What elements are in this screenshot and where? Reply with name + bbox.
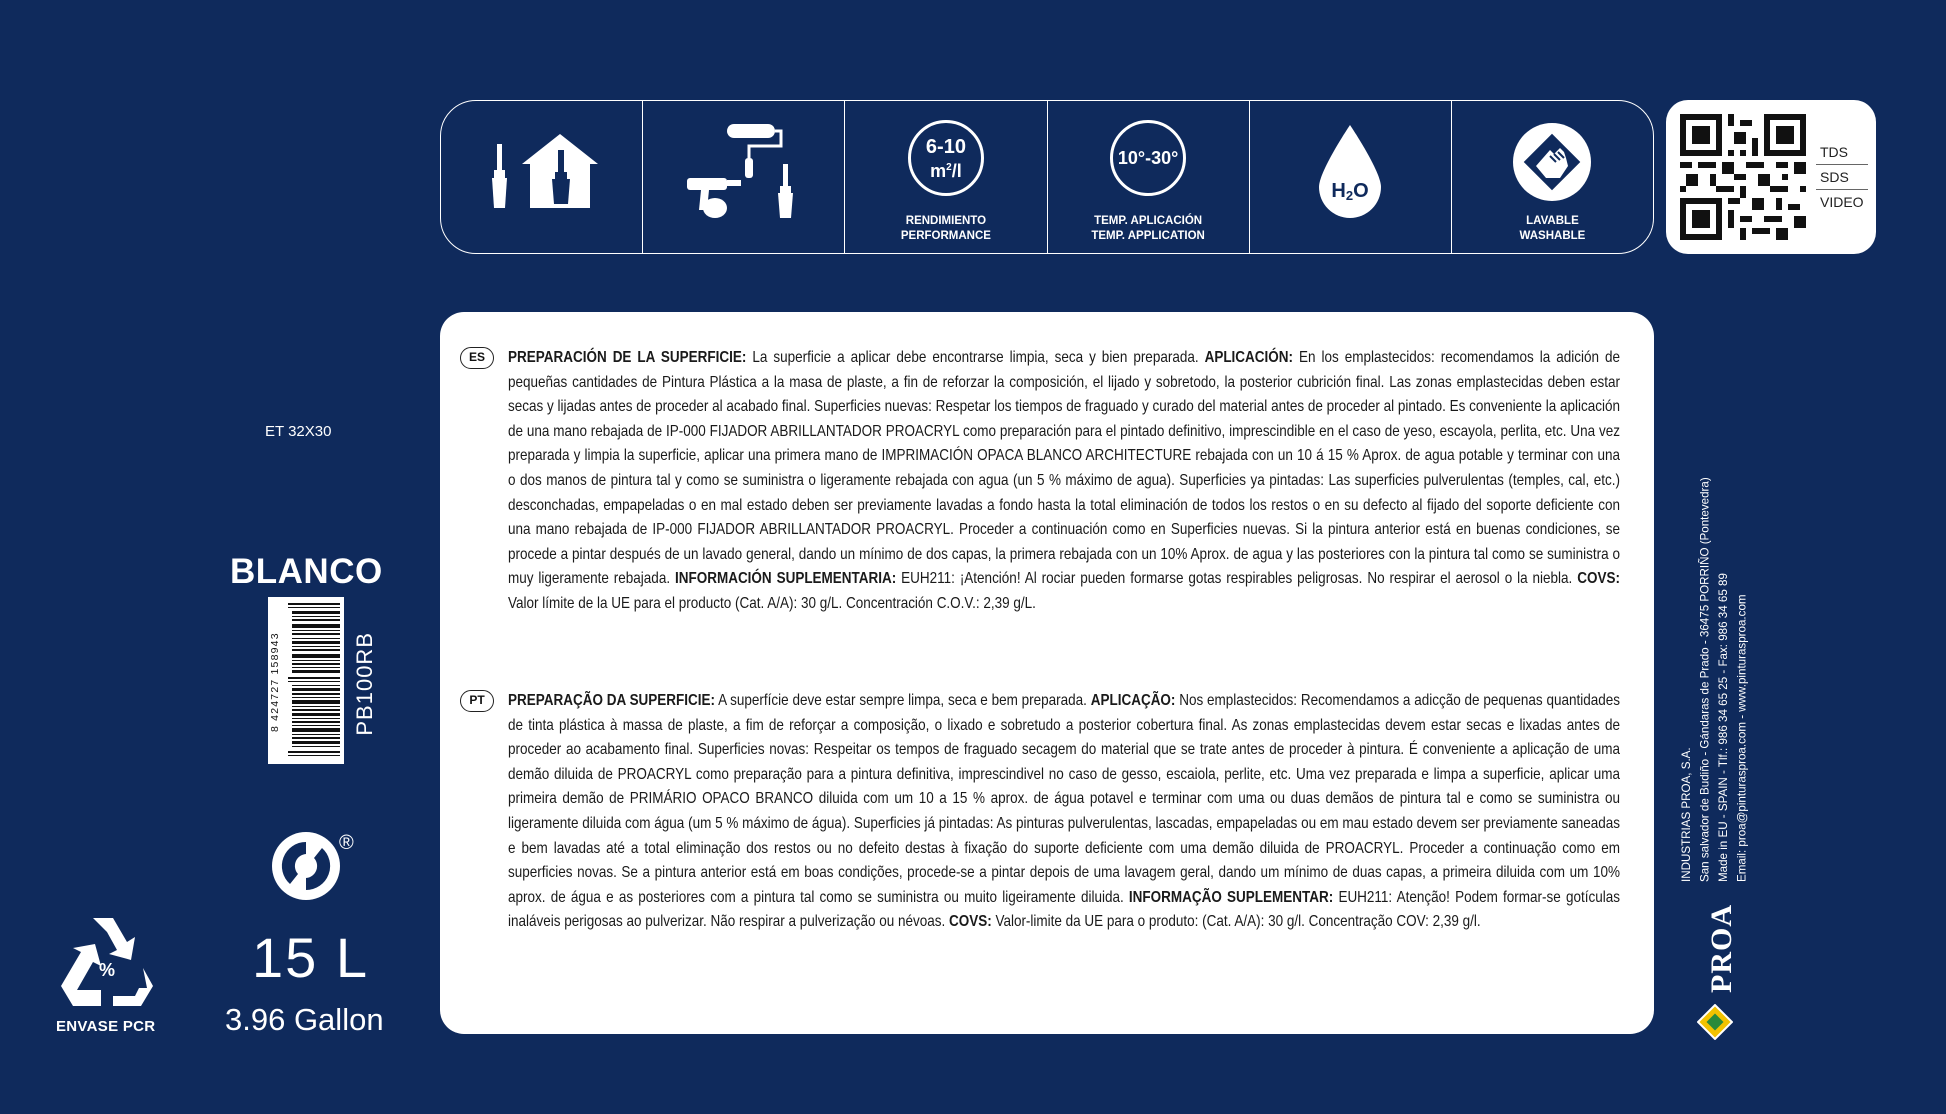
icon-cell-coverage bbox=[845, 101, 1047, 253]
washable-icon bbox=[1510, 120, 1594, 204]
label-size: ET 32X30 bbox=[265, 423, 332, 440]
water-based-icon bbox=[1315, 121, 1385, 219]
product-code: PB100RB bbox=[352, 632, 377, 736]
lang-badge-es: ES bbox=[460, 347, 494, 369]
svg-text:H2O: H2O bbox=[1331, 180, 1369, 203]
instructions-panel bbox=[440, 312, 1654, 1034]
application-tools-icon bbox=[679, 120, 809, 220]
recycle-icon bbox=[53, 910, 161, 1010]
instructions-pt: PREPARAÇÃO DA SUPERFICIE: A superfície deve estar sempre limpa, seca e bem preparada. APLICAÇÃO: Nos emplastecidos: Recomendamos a adicção de pequenas quantidades de tinta plástica à massa de plaste, a fim de reforçar a composição, o lixado e sobretudo a posterior cobertura final. As zonas emplastecidas devem estar secas e lixadas antes de proceder ao acabamento final. Superficies novas: Respeitar os tempos de fraguado secagem do material que se trate antes de proceder à pintura. É conveniente a aplicação de uma demão diluida de PROACRYL como preparação para a pintura definitiva, imprescindivel no caso de gesso, escaiola, perlite, etc. Uma vez preparada e limpa a superficie, aplicar uma primeira demão de PRIMÁRIO OPACO BRANCO diluida com um 10 a 15 % aprox. de água potavel e terminar com uma ou duas demãos de pintura tal e como se suministra ou ligeramente diluida com água (um 5 % máximo de água). Superficies já pintadas: As pinturas pulverulentas, lascadas, empapeladas ou em mau estado devem ser previamente saneadas e bem lavadas até a total eliminação dos restos ou no defeito destas à fixação do suporte deficiente com uma demão diluida de PROACRYL. Proceder a continuação como em superficies novas. Se a pintura anterior está em boas condições, procede-se a pintar depois de uma lavagem geral, dando um mínimo de duas capas, a primeira diluida com um 10% aprox. de água e as posteriores com a pintura tal como se suministra ou muito ligeiramente diluida. INFORMAÇÃO SUPLEMENTAR: EUH211: Atenção! Podem formar-se gotículas inaláveis perigosas ao pulverizar. Não respirar a pulverização ou névoas. COVS: Valor-limite da UE para o produto: (Cat. A/A): 30 g/l. Concentração COV: 2,39 g/l. bbox=[508, 692, 1620, 931]
temperature-caption: TEMP. APLICACIÓN TEMP. APPLICATION bbox=[1091, 215, 1205, 242]
qr-box bbox=[1666, 100, 1876, 254]
barcode bbox=[268, 597, 344, 764]
washable-caption: LAVABLE WASHABLE bbox=[1519, 215, 1586, 242]
coverage-icon: 6-10 $m^2/l$ bbox=[908, 120, 984, 196]
qr-link-sds[interactable]: SDS bbox=[1816, 165, 1868, 190]
company-info bbox=[1678, 410, 1766, 882]
ean-number: 8 424727 158943 bbox=[269, 632, 281, 732]
qr-link-tds[interactable]: TDS bbox=[1816, 140, 1868, 165]
qr-code-icon[interactable] bbox=[1680, 114, 1806, 240]
qr-link-list bbox=[1816, 140, 1868, 214]
color-name: BLANCO bbox=[230, 552, 383, 591]
green-dot-icon bbox=[270, 830, 342, 902]
icon-cell-application-tools bbox=[643, 101, 845, 253]
volume: 15 L bbox=[252, 926, 369, 989]
company-address: San salvador de Budiño - Gándaras de Prado - 36475 PORRIÑO (Pontevedra) bbox=[1698, 477, 1712, 882]
icon-cell-temperature bbox=[1048, 101, 1250, 253]
lang-badge-pt: PT bbox=[460, 690, 494, 712]
interior-exterior-icon bbox=[482, 124, 602, 216]
packaging-label: ENVASE PCR bbox=[56, 1018, 156, 1035]
qr-link-video[interactable]: VIDEO bbox=[1820, 194, 1864, 210]
company-web: Email: proa@pinturasproa.com - www.pinturasproa.com bbox=[1735, 594, 1749, 882]
company-phone: Made in EU - SPAIN - Tlf.: 986 34 65 25 - Fax: 986 34 65 89 bbox=[1717, 573, 1730, 882]
proa-diamond-icon bbox=[1697, 1004, 1733, 1040]
recycle-percent: % bbox=[98, 960, 116, 980]
temperature-icon: 10°-30° bbox=[1110, 120, 1186, 196]
volume-gallon: 3.96 Gallon bbox=[225, 1002, 384, 1037]
coverage-caption: RENDIMIENTO PERFORMANCE bbox=[900, 215, 991, 242]
proa-logo: PROA bbox=[1705, 904, 1738, 993]
icon-cell-washable bbox=[1452, 101, 1653, 253]
barcode-bars-icon bbox=[288, 603, 340, 759]
icon-strip bbox=[440, 100, 1654, 254]
instructions-es: PREPARACIÓN DE LA SUPERFICIE: La superficie a aplicar debe encontrarse limpia, seca y bien preparada. APLICACIÓN: En los emplastecidos: recomendamos la adición de pequeñas cantidades de Pintura Plástica a la masa de plaste, a fin de reforzar la composición, el lijado y sobretodo, la posterior cubrición final. Las zonas emplastecidas deben estar secas y lijadas antes de proceder al acabado final. Superficies nuevas: Respetar los tiempos de fraguado y curado del material antes de proceder al pintado. Es conveniente la aplicación de una mano rebajada de IP-000 FIJADOR ABRILLANTADOR PROACRYL como preparación para el pintado definitivo, imprescindible en el caso de yeso, escayola, perlita, etc. Una vez preparada y limpia la superficie, aplicar una primera mano de IMPRIMACIÓN OPACA BLANCO ARCHITECTURE rebajada con un 10 á 15 % Aprox. de agua potable y terminar con una o dos manos de pintura tal y como se suministra o ligeramente rebajada con agua (un 5 % máximo de agua). Superficies ya pintadas: Las superficies pulverulentas (temples, cal, etc.) desconchadas, empapeladas o en mal estado deben ser previamente lavadas a fondo hasta la total eliminación de todos los restos o en su defecto al fijado del soporte deficiente con una mano rebajada de IP-000 FIJADOR ABRILLANTADOR PROACRYL. Proceder a continuación como en Superficies nuevas. Si la pintura anterior está en buenas condiciones, se procede a pintar después de un lavado general, dando un mínimo de dos capas, la primera rebajada con un 10% Aprox. de agua y las posteriores con la pintura tal como se suministra o muy ligeramente rebajada. INFORMACIÓN SUPLEMENTARIA: EUH211: ¡Atención! Al rociar pueden formarse gotas respirables peligrosas. No respirar el aerosol o la niebla. COVS: Valor límite de la UE para el producto (Cat. A/A): 30 g/L. Concentración C.O.V.: 2,39 g/L. bbox=[508, 349, 1620, 612]
company-name: INDUSTRIAS PROA, S.A. bbox=[1680, 747, 1693, 882]
icon-cell-interior-exterior bbox=[441, 101, 643, 253]
icon-cell-water-based bbox=[1250, 101, 1452, 253]
registered-mark: ® bbox=[339, 832, 354, 854]
